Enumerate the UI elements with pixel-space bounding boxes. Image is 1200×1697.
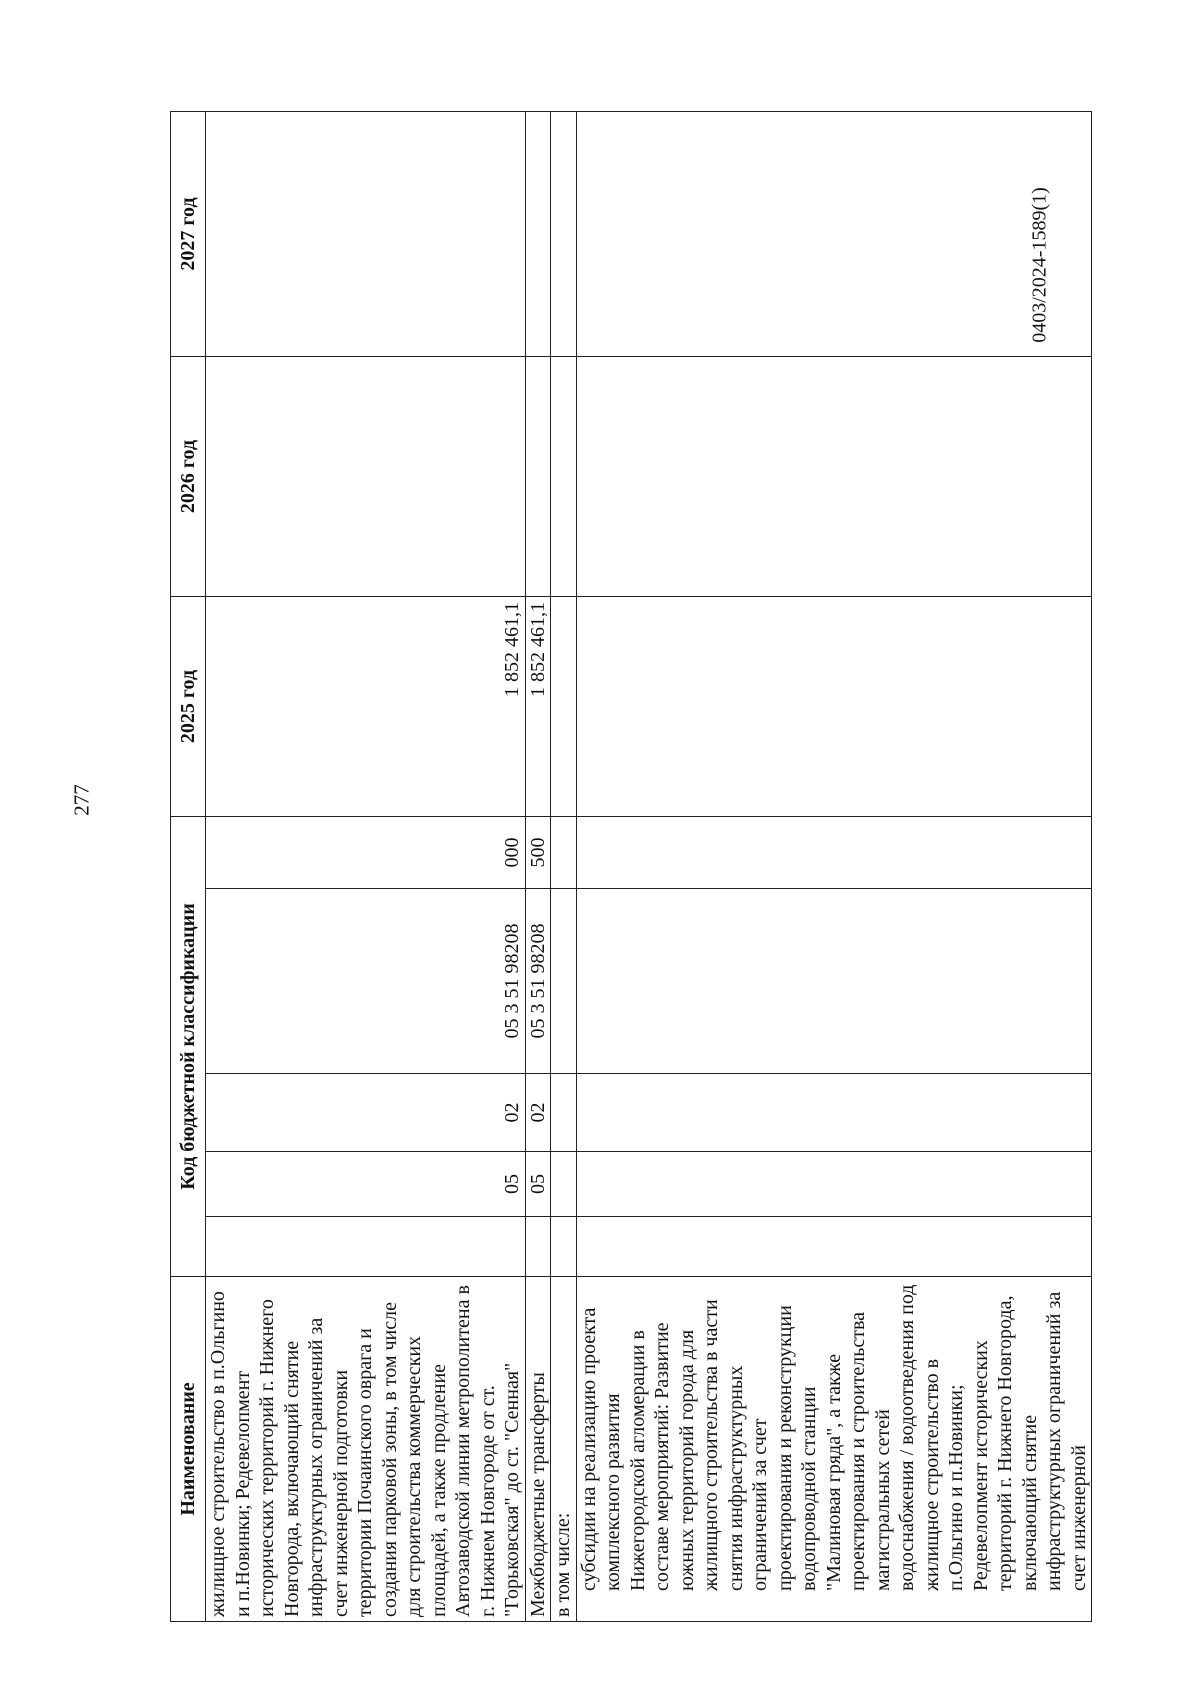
budget-table (170, 111, 1092, 1622)
code-expense-type: 000 (206, 817, 526, 889)
row-name: субсидии на реализацию проекта комплексного развития Нижегородской агломерации в составе мероприятий: Развитие южных территорий города для жилищного строительства в части снятия инфраструктурных ограничений за счет проектирования и реконструкции водопроводной станции "Малиновая гряда", а также проектирования и строительства магистральных сетей водоснабжения / водоотведения под жилищное строительство в п.Ольгино и п.Новинки; Редевелопмент исторических территорий г. Нижнего Новгорода, включающий снятие инфраструктурных ограничений за счет инженерной (576, 1277, 1092, 1622)
code-target-article (551, 889, 577, 1074)
amount-2026 (551, 357, 577, 597)
code-section (551, 1152, 577, 1217)
amount-2025 (551, 597, 577, 817)
table-row (206, 112, 526, 1622)
header-2025: 2025 год (171, 597, 206, 817)
amount-2025: 1 852 461,1 (206, 597, 526, 817)
amount-2026 (206, 357, 526, 597)
header-2027: 2027 год (171, 112, 206, 357)
table-row (525, 112, 551, 1622)
header-name: Наименование (171, 1277, 206, 1622)
code-part-1 (206, 1217, 526, 1277)
amount-2025: 1 852 461,1 (525, 597, 551, 817)
code-subsection (551, 1074, 577, 1152)
row-name: Межбюджетные трансферты (525, 1277, 551, 1622)
row-name: жилищное строительство в п.Ольгино и п.Новинки; Редевелопмент исторических территорий г. Нижнего Новгорода, включающий снятие инфраструктурных ограничений за счет инженерной подготовки территории Почаинского оврага и создания парковой зоны, в том числе для строительства коммерческих площадей, а также продление Автозаводской линии метрополитена в г. Нижнем Новгороде от ст. "Горьковская" до ст. "Сенная" (206, 1277, 526, 1622)
page-number: 277 (69, 784, 94, 816)
header-row (171, 112, 206, 1622)
code-target-article: 05 3 51 98208 (206, 889, 526, 1074)
code-section: 05 (206, 1152, 526, 1217)
header-code: Код бюджетной классификации (171, 817, 206, 1277)
rotated-table-container (170, 112, 1090, 1622)
table-row (576, 112, 1092, 1622)
row-name: в том числе: (551, 1277, 577, 1622)
code-section (576, 1152, 1092, 1217)
code-expense-type: 500 (525, 817, 551, 889)
code-subsection: 02 (206, 1074, 526, 1152)
amount-2027 (551, 112, 577, 357)
code-target-article (576, 889, 1092, 1074)
code-part-1 (576, 1217, 1092, 1277)
code-subsection (576, 1074, 1092, 1152)
amount-2027 (206, 112, 526, 357)
code-expense-type (576, 817, 1092, 889)
amount-2027 (525, 112, 551, 357)
code-part-1 (525, 1217, 551, 1277)
code-part-1 (551, 1217, 577, 1277)
amount-2026 (576, 357, 1092, 597)
code-target-article: 05 3 51 98208 (525, 889, 551, 1074)
amount-2025 (576, 597, 1092, 817)
amount-2026 (525, 357, 551, 597)
header-2026: 2026 год (171, 357, 206, 597)
document-code: 0403/2024-1589(1) (1028, 187, 1051, 343)
amount-2027 (576, 112, 1092, 357)
code-expense-type (551, 817, 577, 889)
table-row (551, 112, 577, 1622)
code-subsection: 02 (525, 1074, 551, 1152)
code-section: 05 (525, 1152, 551, 1217)
